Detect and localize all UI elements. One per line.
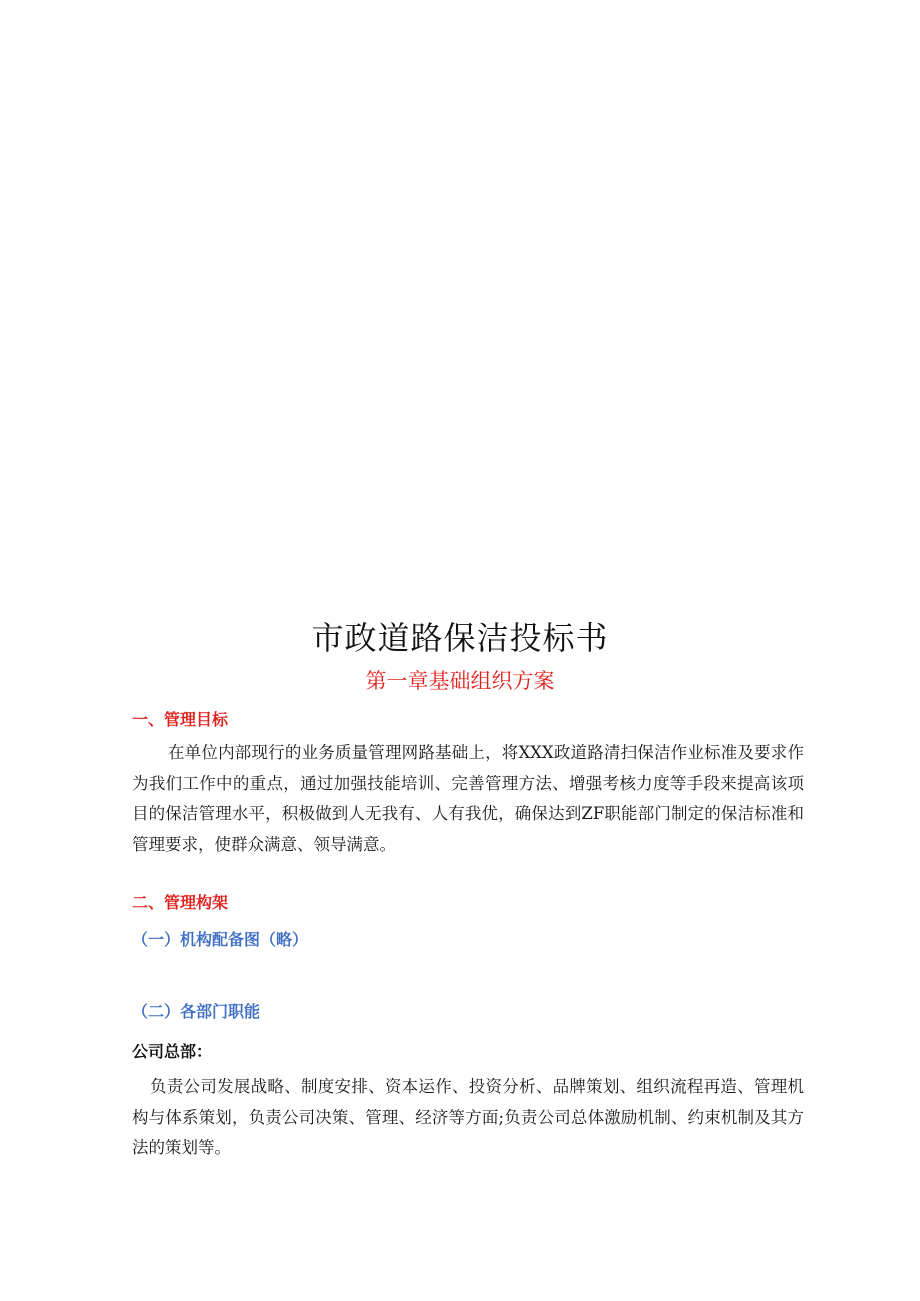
management-goals-paragraph: 在单位内部现行的业务质量管理网路基础上，将XXX政道路清扫保洁作业标准及要求作为我们工作中的重点，通过加强技能培训、完善管理方法、增强考核力度等手段来提高该项目的保洁管理水平，积极做到人无我有、人有我优，确保达到ZF职能部门制定的保洁标准和管理要求，使群众满意、领导满意。 [132, 743, 804, 854]
company-hq-label: 公司总部： [132, 1042, 213, 1061]
chapter-title: 第一章基础组织方案 [365, 669, 555, 693]
subheading-org-chart: （一）机构配备图（略） [132, 930, 309, 949]
company-hq-paragraph: 负责公司发展战略、制度安排、资本运作、投资分析、品牌策划、组织流程再造、管理机构与体系策划，负责公司决策、管理、经济等方面;负责公司总体激励机制、约束机制及其方法的策划等。 [132, 1077, 804, 1157]
section-heading-management-structure: 二、管理构架 [132, 893, 229, 912]
subheading-department-functions: （二）各部门职能 [132, 1002, 261, 1021]
document-title: 市政道路保洁投标书 [311, 619, 609, 657]
section-heading-management-goals: 一、管理目标 [132, 710, 229, 729]
